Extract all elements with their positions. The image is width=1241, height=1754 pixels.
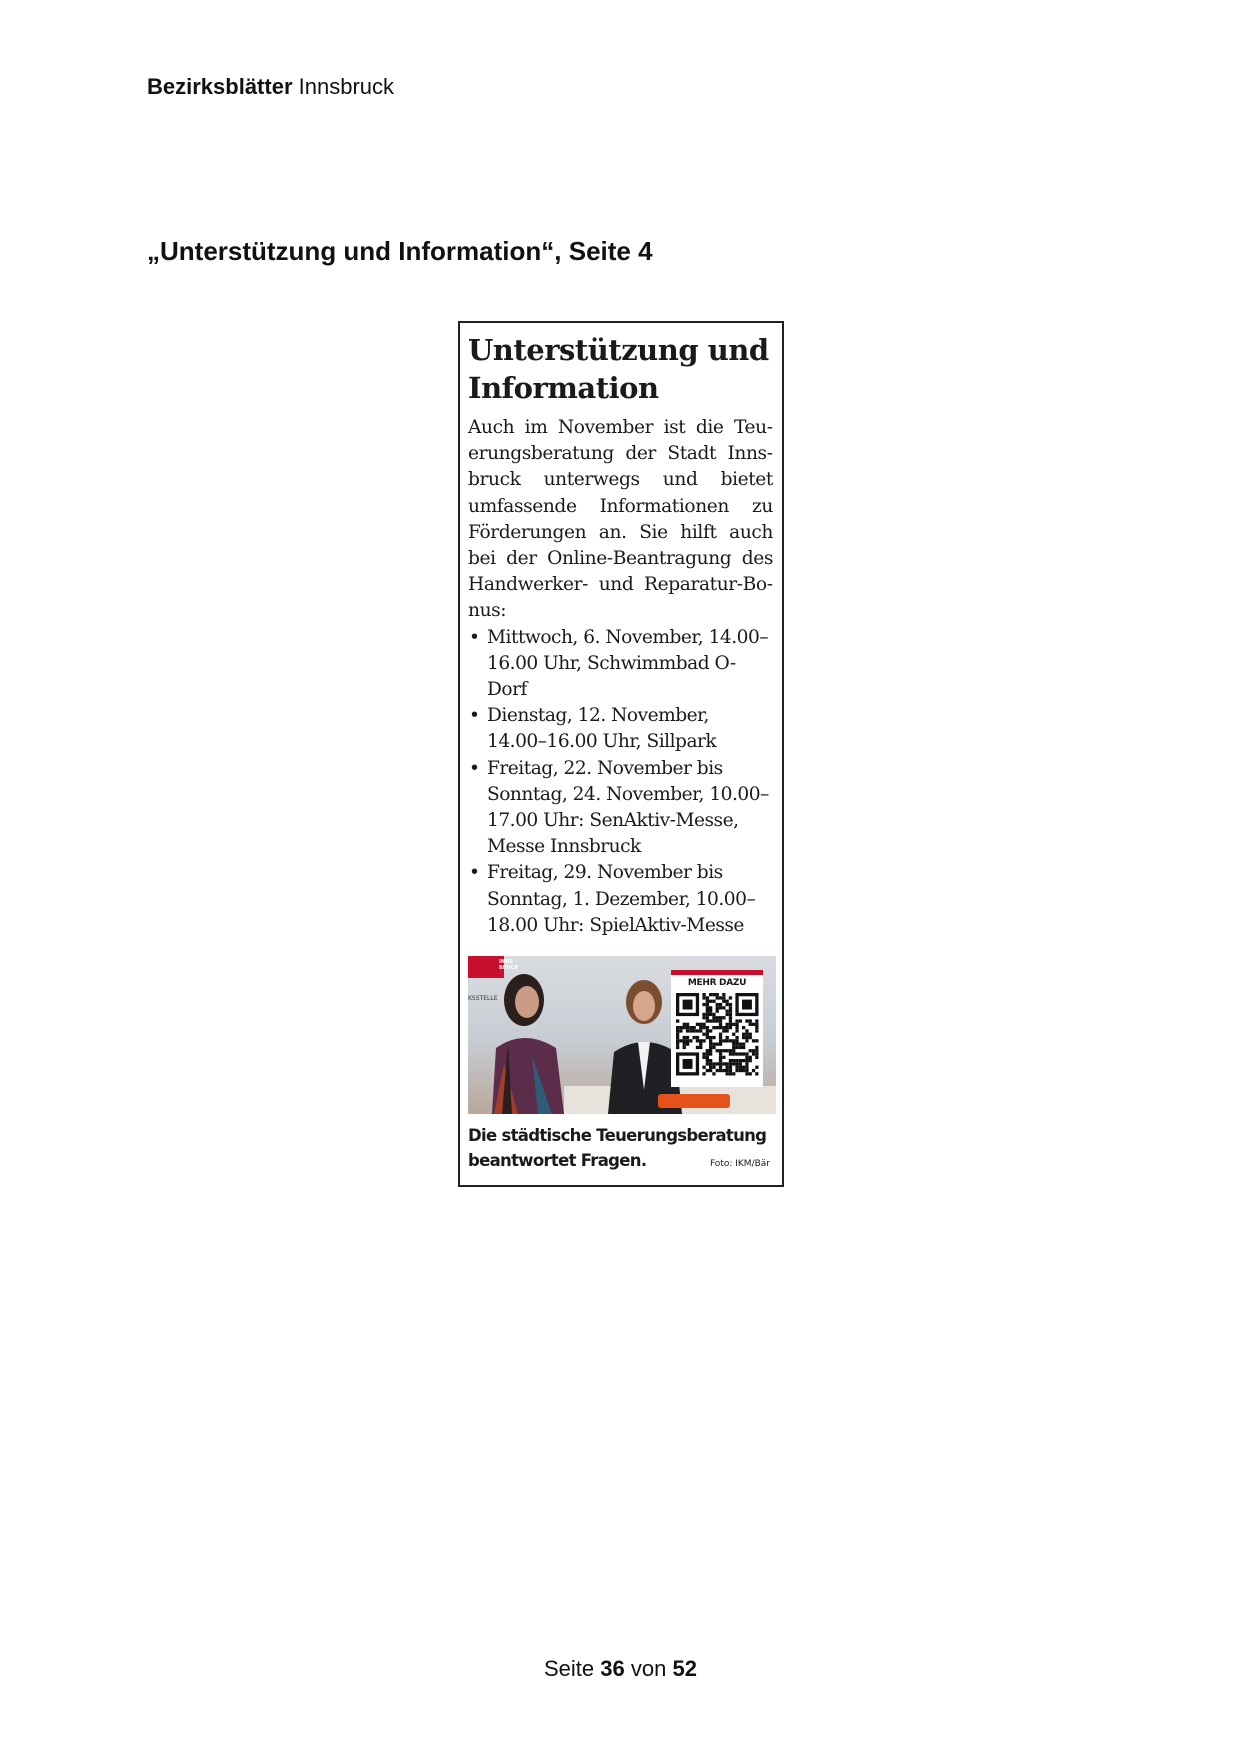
- event-list-item: • Freitag, 22. November bis Sonntag, 24. November, 10.00–17.00 Uhr: SenAktiv-Messe, Messe Innsbruck: [468, 756, 773, 861]
- headline-line-2: Information: [468, 371, 659, 405]
- qr-code-icon: [675, 991, 759, 1079]
- photo-caption: [468, 1123, 773, 1173]
- footer-middle: von: [630, 1656, 667, 1681]
- footer-prefix: Seite: [544, 1656, 595, 1681]
- article-clipping: [458, 321, 784, 1187]
- caption-line-2: beantwortet Fragen.: [468, 1151, 647, 1171]
- current-page-number: 36: [600, 1656, 625, 1681]
- edition-name: Innsbruck: [298, 74, 395, 99]
- article-photo: [468, 956, 776, 1114]
- total-page-count: 52: [672, 1656, 697, 1681]
- photo-credit: Foto: IKM/Bär: [709, 1159, 770, 1170]
- booth-sign-text: INNS BRUCK: [499, 959, 519, 972]
- event-list-item: • Dienstag, 12. November, 14.00–16.00 Uhr, Sillpark: [468, 703, 773, 755]
- orange-object: [658, 1094, 730, 1108]
- panel-text: KSSTELLE: [468, 995, 498, 1003]
- event-list-item: • Mittwoch, 6. November, 14.00–16.00 Uhr, Schwimmbad O-Dorf: [468, 625, 773, 704]
- headline-line-1: Unterstützung und: [468, 333, 769, 367]
- event-list: [468, 625, 773, 939]
- qr-label: MEHR DAZU: [687, 978, 747, 989]
- qr-code-box: [671, 970, 763, 1087]
- publication-name: Bezirksblätter: [147, 74, 293, 99]
- caption-line-1: Die städtische Teuerungsberatung: [468, 1126, 767, 1146]
- person-left-image: [482, 964, 572, 1114]
- page-header: [147, 74, 394, 100]
- event-list-item: • Freitag, 29. November bis Sonntag, 1. Dezember, 10.00–18.00 Uhr: SpielAktiv-Messe: [468, 860, 773, 939]
- page-footer: [0, 1656, 1241, 1682]
- document-title: „Unterstützung und Information“, Seite 4: [147, 236, 653, 266]
- article-body: Auch im November ist die Teuerungsberatung der Stadt Innsbruck unterwegs und bietet umfassende Informationen zu Förderungen an. Sie hilft auch bei der Online-Beantragung des Handwerker- und Reparatur-Bonus:: [468, 417, 773, 622]
- article-headline: [468, 331, 773, 407]
